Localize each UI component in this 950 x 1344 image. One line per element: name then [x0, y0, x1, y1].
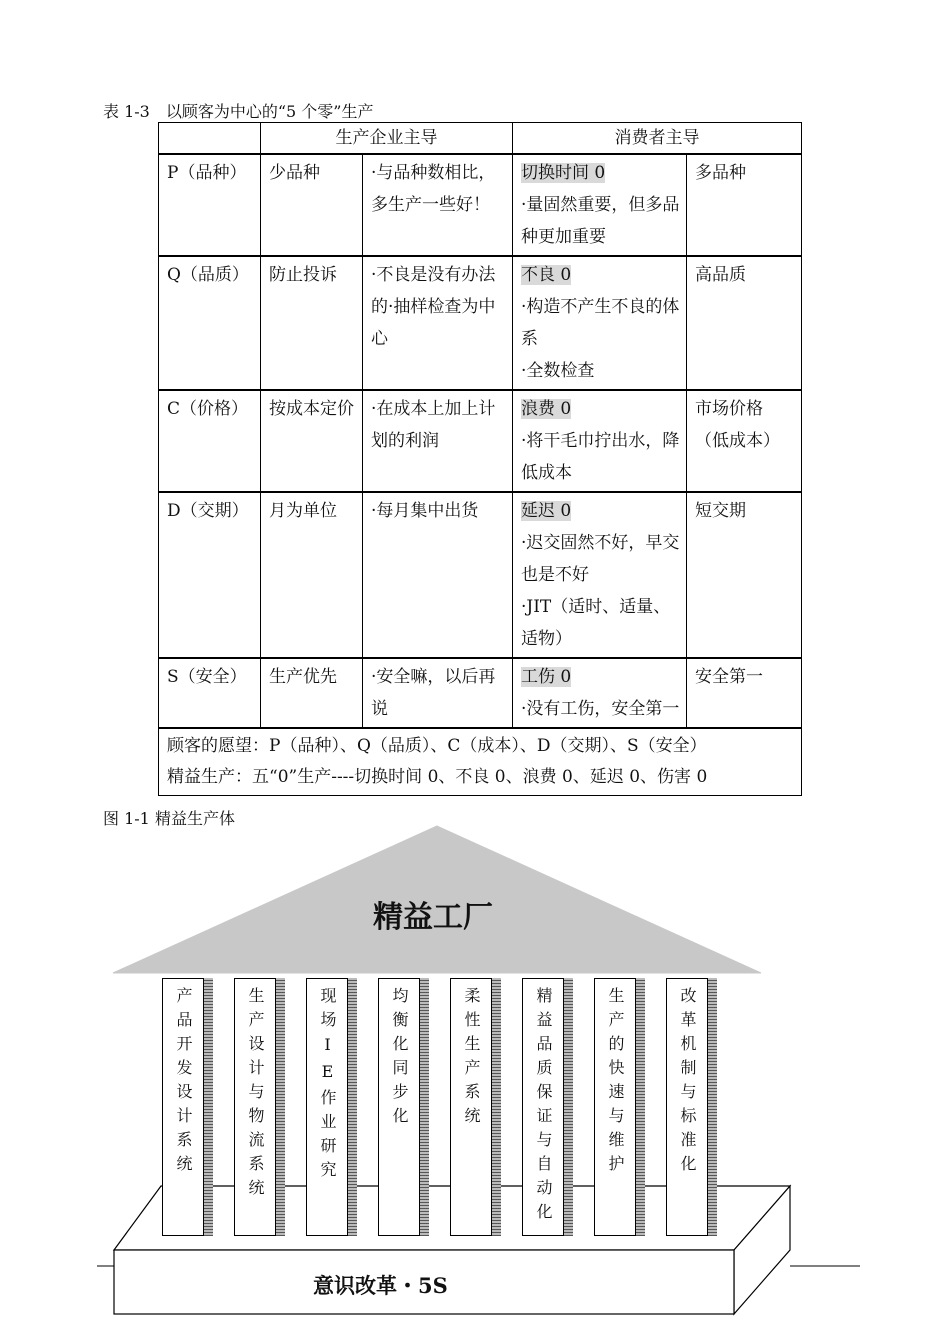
pillar: [378, 978, 420, 1236]
figure-caption: 图 1-1 精益生产体: [103, 809, 235, 828]
cell-pdetail: ·每月集中出货: [363, 492, 513, 658]
pillar: [450, 978, 492, 1236]
table-row: [159, 390, 802, 492]
header-empty: [159, 123, 261, 155]
table-row: [159, 256, 802, 390]
cell-cgoal: 多品种: [687, 154, 802, 256]
cell-pgoal: 月为单位: [261, 492, 363, 658]
cell-cat: S（安全）: [159, 658, 261, 728]
pillar-label: 均衡化同步化: [390, 987, 409, 1131]
cell-cat: C（价格）: [159, 390, 261, 492]
cell-pgoal: 少品种: [261, 154, 363, 256]
cell-consumer-target: [513, 256, 687, 390]
cell-cgoal: 高品质: [687, 256, 802, 390]
target-zero-label: 工伤 0: [521, 667, 572, 687]
pillar-shadow: [276, 978, 285, 1236]
five-zero-table: [158, 122, 802, 796]
pillar-label: 生产设计与物流系统: [246, 987, 265, 1203]
cell-pdetail: ·在成本上加上计划的利润: [363, 390, 513, 492]
cell-cat: P（品种）: [159, 154, 261, 256]
target-zero-label: 浪费 0: [521, 399, 572, 419]
pillar: [594, 978, 636, 1236]
target-zero-label: 切换时间 0: [521, 163, 606, 183]
pillar: [522, 978, 564, 1236]
cell-cgoal: 短交期: [687, 492, 802, 658]
footer-lean-production: 精益生产：五“0”生产----切换时间 0、不良 0、浪费 0、延迟 0、伤害 0: [167, 767, 708, 787]
pillar: [162, 978, 204, 1236]
pillar-shadow: [204, 978, 213, 1236]
pillar-label: 柔性生产系统: [462, 987, 481, 1131]
pillar-shadow: [564, 978, 573, 1236]
pillar-shadow: [636, 978, 645, 1236]
pillar-label: 产品开发设计系统: [174, 987, 193, 1179]
consumer-detail: ·量固然重要，但多品种更加重要: [521, 195, 680, 247]
pillar-label: 现场IE作业研究: [318, 987, 337, 1185]
table-row: [159, 154, 802, 256]
table-header-row: [159, 123, 802, 155]
consumer-detail: ·将干毛巾拧出水，降低成本: [521, 431, 680, 483]
table-row: [159, 492, 802, 658]
cell-consumer-target: [513, 658, 687, 728]
consumer-detail: ·迟交固然不好，早交也是不好 ·JIT（适时、适量、适物）: [521, 533, 680, 649]
cell-cgoal: 安全第一: [687, 658, 802, 728]
pillar: [666, 978, 708, 1236]
pillar: [306, 978, 348, 1236]
header-producer: 生产企业主导: [261, 123, 513, 155]
consumer-detail: ·构造不产生不良的体系 ·全数检查: [521, 297, 680, 381]
pillar-shadow: [708, 978, 717, 1236]
target-zero-label: 不良 0: [521, 265, 572, 285]
roof-title: 精益工厂: [373, 900, 493, 935]
cell-cat: D（交期）: [159, 492, 261, 658]
pillar-label: 精益品质保证与自动化: [534, 987, 553, 1227]
cell-pdetail: ·安全嘛，以后再说: [363, 658, 513, 728]
table-caption: 表 1-3 以顾客为中心的“5 个零”生产: [103, 102, 374, 121]
pillar-shadow: [420, 978, 429, 1236]
base-title: 意识改革・5S: [313, 1273, 448, 1298]
cell-pdetail: ·不良是没有办法的·抽样检查为中心: [363, 256, 513, 390]
pillar-shadow: [492, 978, 501, 1236]
cell-consumer-target: [513, 492, 687, 658]
cell-cat: Q（品质）: [159, 256, 261, 390]
pillar-shadow: [348, 978, 357, 1236]
cell-pgoal: 按成本定价: [261, 390, 363, 492]
pillar: [234, 978, 276, 1236]
pillar-label: 改革机制与标准化: [678, 987, 697, 1179]
cell-pgoal: 防止投诉: [261, 256, 363, 390]
cell-consumer-target: [513, 390, 687, 492]
target-zero-label: 延迟 0: [521, 501, 572, 521]
consumer-detail: ·没有工伤，安全第一: [521, 699, 680, 719]
cell-pgoal: 生产优先: [261, 658, 363, 728]
header-consumer: 消费者主导: [513, 123, 802, 155]
cell-cgoal: 市场价格（低成本）: [687, 390, 802, 492]
table-row: [159, 658, 802, 728]
pillar-label: 生产的快速与维护: [606, 987, 625, 1179]
cell-consumer-target: [513, 154, 687, 256]
cell-pdetail: ·与品种数相比，多生产一些好！: [363, 154, 513, 256]
table-footer-row: [159, 728, 802, 796]
footer-customer-wish: 顾客的愿望：P（品种）、Q（品质）、C（成本）、D（交期）、S（安全）: [167, 736, 707, 756]
